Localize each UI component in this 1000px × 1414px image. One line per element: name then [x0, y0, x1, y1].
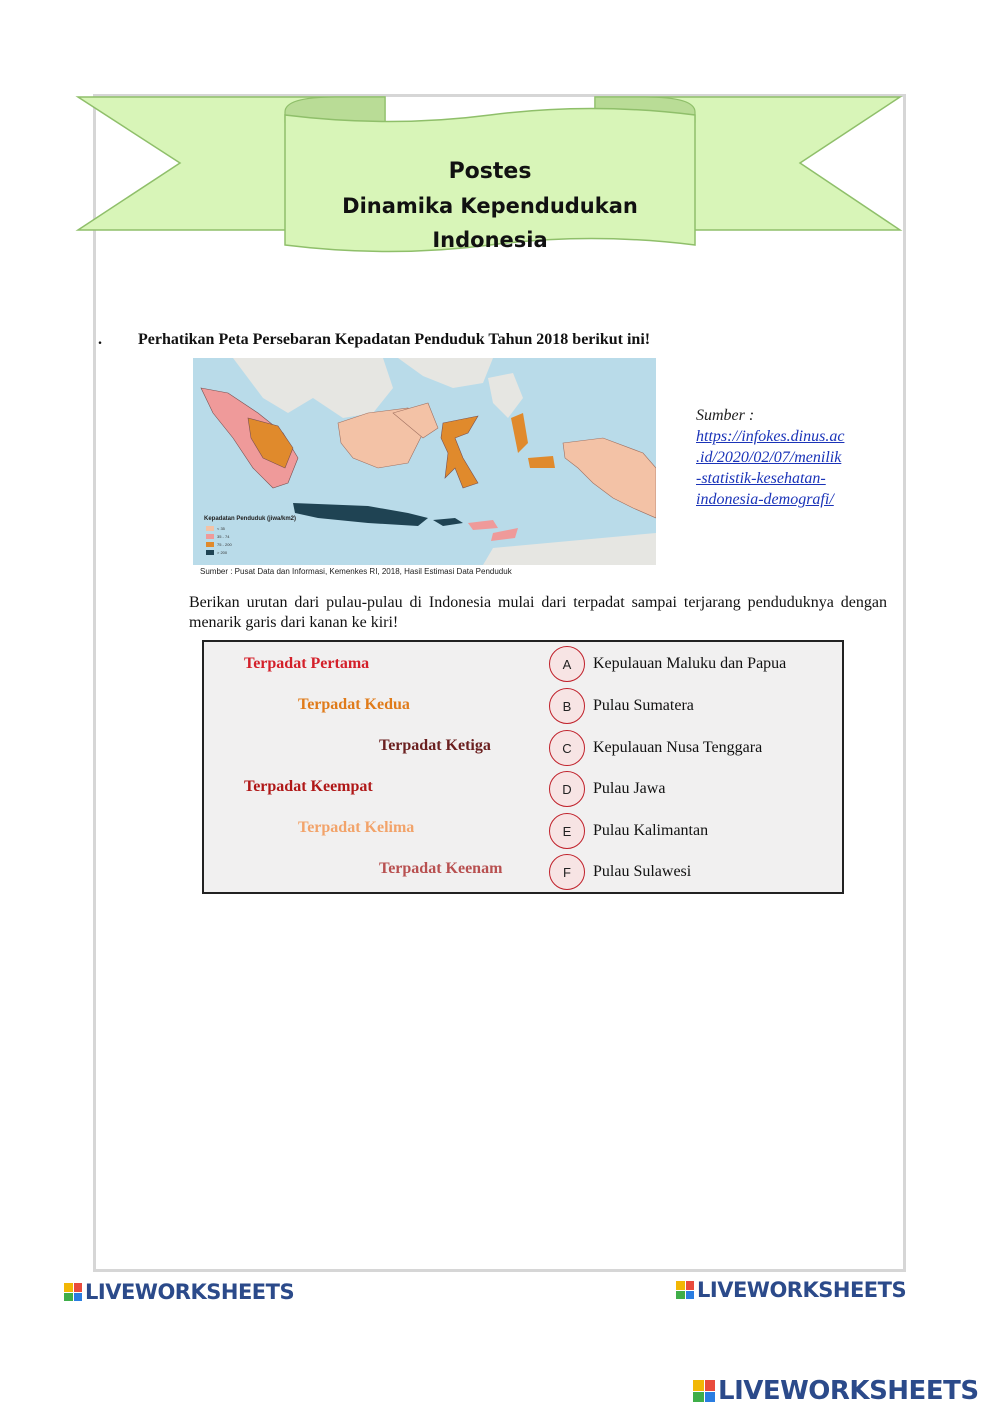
matching-exercise-box	[202, 640, 844, 894]
source-link-line[interactable]: -statistik-kesehatan-	[696, 470, 826, 487]
option-circle-e[interactable]: E	[549, 813, 585, 849]
liveworksheets-brand	[64, 1280, 294, 1304]
source-link-line[interactable]: .id/2020/02/07/menilik	[696, 449, 842, 466]
liveworksheets-logo-icon	[676, 1281, 694, 1299]
rank-label[interactable]: Terpadat Pertama	[244, 655, 370, 672]
brand-name: LIVEWORKSHEETS	[697, 1278, 907, 1302]
legend-item: 75 - 200	[206, 542, 232, 547]
rank-label[interactable]: Terpadat Ketiga	[379, 737, 491, 754]
option-item	[549, 854, 691, 890]
instruction-text: Berikan urutan dari pulau-pulau di Indonesia mulai dari terpadat sampai terjarang penduduknya dengan menarik garis dari kanan ke kiri!	[189, 594, 887, 631]
map-legend-title: Kepadatan Penduduk (jiwa/km2)	[204, 516, 297, 522]
rank-label[interactable]: Terpadat Kedua	[298, 696, 410, 713]
option-item	[549, 646, 786, 682]
source-citation	[696, 405, 871, 510]
question-heading	[98, 331, 650, 349]
option-circle-c[interactable]: C	[549, 730, 585, 766]
legend-item: 35 - 74	[206, 534, 229, 539]
option-text: Pulau Sulawesi	[593, 863, 692, 880]
banner-title	[285, 155, 695, 257]
option-text: Pulau Kalimantan	[593, 822, 709, 839]
source-label: Sumber :	[696, 407, 755, 424]
legend-item: < 35	[206, 526, 225, 531]
liveworksheets-logo-icon	[693, 1380, 715, 1402]
option-circle-a[interactable]: A	[549, 646, 585, 682]
option-text: Kepulauan Maluku dan Papua	[593, 655, 787, 672]
liveworksheets-brand	[693, 1376, 979, 1406]
option-text: Kepulauan Nusa Tenggara	[593, 739, 763, 756]
liveworksheets-logo-icon	[64, 1283, 82, 1301]
brand-name: LIVEWORKSHEETS	[85, 1280, 295, 1304]
option-text: Pulau Jawa	[593, 780, 666, 797]
option-item	[549, 813, 708, 849]
indonesia-map-illustration	[193, 358, 656, 565]
option-item	[549, 771, 665, 807]
option-item	[549, 688, 694, 724]
question-text: Perhatikan Peta Persebaran Kepadatan Penduduk Tahun 2018 berikut ini!	[138, 331, 651, 348]
source-link-line[interactable]: indonesia-demografi/	[696, 491, 834, 508]
option-text: Pulau Sumatera	[593, 697, 694, 714]
map-caption: Sumber : Pusat Data dan Informasi, Kemenkes RI, 2018, Hasil Estimasi Data Penduduk	[200, 567, 512, 576]
liveworksheets-brand	[676, 1278, 906, 1302]
option-item	[549, 730, 762, 766]
rank-label[interactable]: Terpadat Keenam	[379, 860, 503, 877]
rank-label[interactable]: Terpadat Keempat	[244, 778, 373, 795]
source-link-line[interactable]: https://infokes.dinus.ac	[696, 428, 845, 445]
option-circle-b[interactable]: B	[549, 688, 585, 724]
question-number: .	[98, 331, 102, 348]
legend-item: > 200	[206, 550, 227, 555]
option-circle-f[interactable]: F	[549, 854, 585, 890]
title-topic: Dinamika Kependudukan Indonesia	[342, 194, 638, 252]
option-circle-d[interactable]: D	[549, 771, 585, 807]
rank-label[interactable]: Terpadat Kelima	[298, 819, 415, 836]
population-density-map	[193, 358, 656, 565]
title-postes: Postes	[448, 159, 532, 184]
brand-name: LIVEWORKSHEETS	[718, 1376, 979, 1406]
